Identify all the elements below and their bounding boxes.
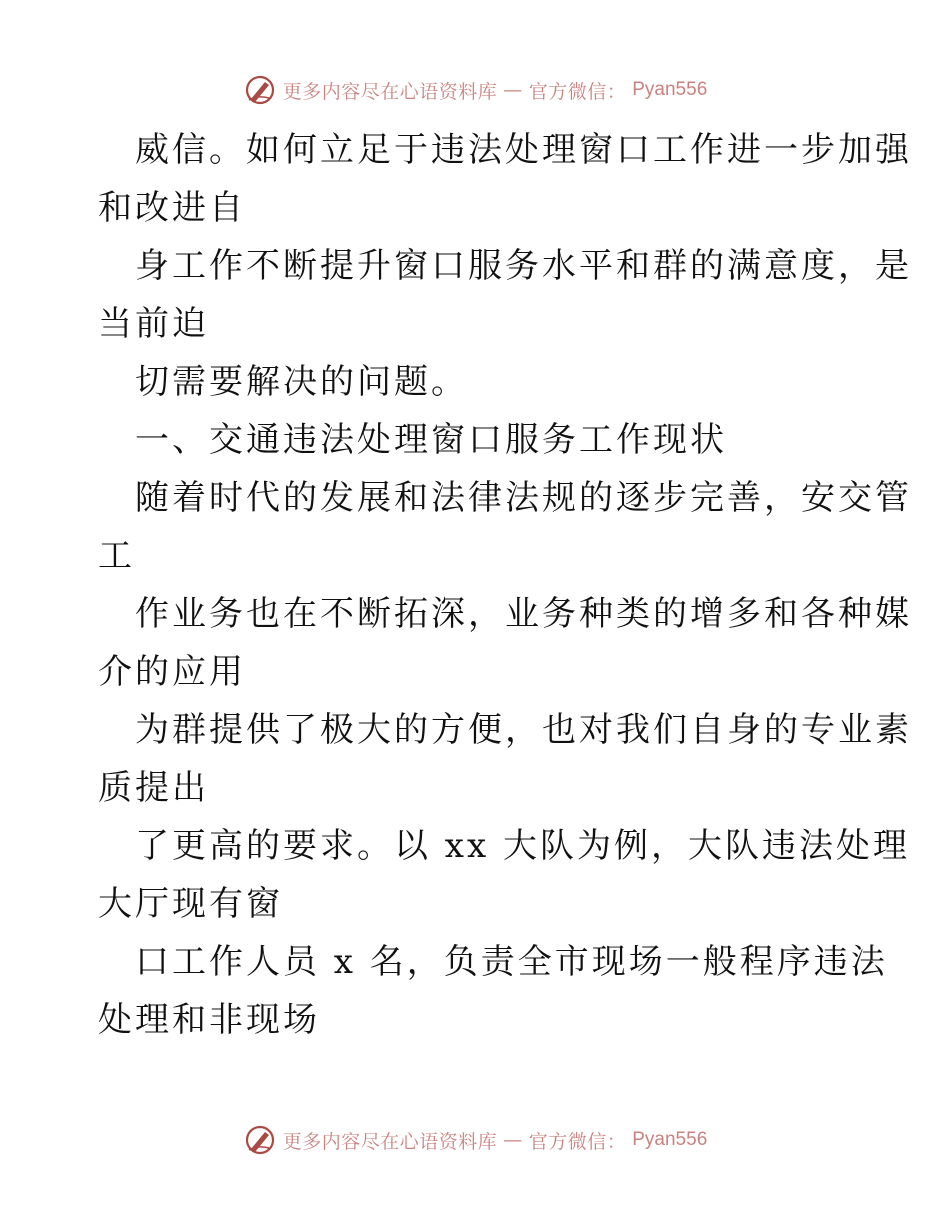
footer-watermark [0, 1120, 950, 1160]
pen-in-circle-icon [243, 1123, 277, 1157]
body-line: 为群提供了极大的方便，也对我们自身的专业素 [135, 710, 912, 750]
body-line: 工 [98, 536, 135, 576]
watermark-title: 更多内容尽在心语资料库 [282, 1130, 498, 1153]
body-line: 作业务也在不断拓深，业务种类的增多和各种媒 [135, 594, 912, 634]
body-line: 处理和非现场 [98, 1000, 320, 1040]
body-line: 介的应用 [98, 652, 246, 692]
body-line: 切需要解决的问题。 [135, 362, 468, 402]
body-line: 威信。如何立足于违法处理窗口工作进一步加强 [135, 130, 912, 170]
watermark-wechat-label: 官方微信： [528, 80, 627, 103]
watermark-dash: — [503, 79, 523, 101]
body-line: 当前迫 [98, 304, 209, 344]
pen-in-circle-icon [243, 73, 277, 107]
body-line: 了更高的要求。以 xx 大队为例，大队违法处理 [135, 826, 910, 866]
watermark-wechat-id: Pyan556 [632, 1129, 708, 1150]
watermark-title: 更多内容尽在心语资料库 [282, 80, 498, 103]
body-line: 质提出 [98, 768, 209, 808]
header-watermark [0, 70, 950, 110]
body-line: 随着时代的发展和法律法规的逐步完善，安交管 [135, 478, 912, 518]
watermark-wechat-label: 官方微信： [528, 1130, 627, 1153]
body-line: 口工作人员 x 名，负责全市现场一般程序违法 [135, 942, 888, 982]
body-line: 和改进自 [98, 188, 246, 228]
body-line: 大厅现有窗 [98, 884, 283, 924]
section-heading: 一、交通违法处理窗口服务工作现状 [135, 420, 727, 460]
document-body [98, 121, 912, 1049]
watermark-dash: — [503, 1129, 523, 1151]
body-line: 身工作不断提升窗口服务水平和群的满意度，是 [135, 246, 912, 286]
watermark-wechat-id: Pyan556 [632, 79, 708, 100]
